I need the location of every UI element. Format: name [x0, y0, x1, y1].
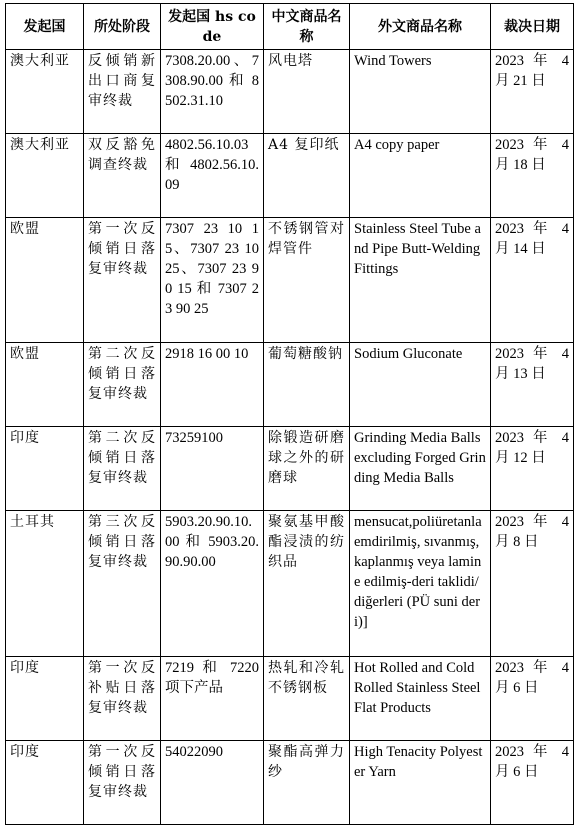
table-row — [6, 427, 574, 511]
cell-cn-name: 聚氨基甲酸酯浸渍的纺织品 — [264, 511, 350, 657]
cell-ruling-date: 2023 年 4 月 18 日 — [491, 134, 574, 218]
header-cn-name: 中文商品名称 — [264, 4, 350, 50]
table-row — [6, 741, 574, 825]
cell-stage: 反倾销新出口商复审终裁 — [84, 50, 161, 134]
cell-foreign-name: Sodium Gluconate — [350, 343, 491, 427]
cell-cn-name: A4 复印纸 — [264, 134, 350, 218]
cell-ruling-date: 2023 年 4 月 13 日 — [491, 343, 574, 427]
cell-foreign-name: mensucat,poliüretanla emdirilmiş, sıvanmış, kaplanmış veya lamine edilmiş-deri taklidi/diğerleri (PÜ suni deri)] — [350, 511, 491, 657]
cell-stage: 第一次反倾销日落复审终裁 — [84, 741, 161, 825]
cell-stage: 第二次反倾销日落复审终裁 — [84, 427, 161, 511]
table-header — [6, 4, 574, 50]
cell-foreign-name: Hot Rolled and Cold Rolled Stainless Steel Flat Products — [350, 657, 491, 741]
header-foreign-name: 外文商品名称 — [350, 4, 491, 50]
cell-stage: 第三次反倾销日落复审终裁 — [84, 511, 161, 657]
table-row — [6, 657, 574, 741]
header-row — [6, 4, 574, 50]
cell-cn-name: 葡萄糖酸钠 — [264, 343, 350, 427]
cell-cn-name: 热轧和冷轧不锈钢板 — [264, 657, 350, 741]
cell-ruling-date: 2023 年 4 月 6 日 — [491, 741, 574, 825]
cell-stage: 第二次反倾销日落复审终裁 — [84, 343, 161, 427]
cell-hs-code: 73259100 — [161, 427, 264, 511]
cell-foreign-name: High Tenacity Polyester Yarn — [350, 741, 491, 825]
trade-remedy-table-container — [5, 3, 574, 825]
cell-ruling-date: 2023 年 4 月 14 日 — [491, 218, 574, 343]
cell-ruling-date: 2023 年 4 月 21 日 — [491, 50, 574, 134]
cell-foreign-name: Wind Towers — [350, 50, 491, 134]
header-stage: 所处阶段 — [84, 4, 161, 50]
header-country: 发起国 — [6, 4, 84, 50]
cell-country: 欧盟 — [6, 343, 84, 427]
cell-country: 印度 — [6, 741, 84, 825]
cell-ruling-date: 2023 年 4 月 8 日 — [491, 511, 574, 657]
cell-hs-code: 2918 16 00 10 — [161, 343, 264, 427]
cell-hs-code: 4802.56.10.03 和 4802.56.10.09 — [161, 134, 264, 218]
cell-stage: 双反豁免调查终裁 — [84, 134, 161, 218]
cell-country: 土耳其 — [6, 511, 84, 657]
cell-hs-code: 7308.20.00、7308.90.00 和 8502.31.10 — [161, 50, 264, 134]
table-row — [6, 134, 574, 218]
cell-country: 澳大利亚 — [6, 50, 84, 134]
table-body — [6, 50, 574, 825]
cell-ruling-date: 2023 年 4 月 6 日 — [491, 657, 574, 741]
cell-country: 印度 — [6, 427, 84, 511]
cell-cn-name: 聚酯高弹力纱 — [264, 741, 350, 825]
cell-cn-name: 风电塔 — [264, 50, 350, 134]
table-row — [6, 218, 574, 343]
cell-hs-code: 7307 23 10 15、7307 23 10 25、7307 23 90 15 和 7307 23 90 25 — [161, 218, 264, 343]
cell-foreign-name: A4 copy paper — [350, 134, 491, 218]
cell-hs-code: 5903.20.90.10.00 和 5903.20.90.90.00 — [161, 511, 264, 657]
cell-country: 印度 — [6, 657, 84, 741]
cell-foreign-name: Stainless Steel Tube and Pipe Butt-WeldingFittings — [350, 218, 491, 343]
cell-stage: 第一次反补贴日落复审终裁 — [84, 657, 161, 741]
table-row — [6, 50, 574, 134]
cell-country: 澳大利亚 — [6, 134, 84, 218]
cell-stage: 第一次反倾销日落复审终裁 — [84, 218, 161, 343]
cell-cn-name: 不锈钢管对焊管件 — [264, 218, 350, 343]
table-row — [6, 343, 574, 427]
trade-remedy-table — [5, 3, 574, 825]
cell-foreign-name: Grinding Media Balls excluding Forged Grinding Media Balls — [350, 427, 491, 511]
cell-cn-name: 除锻造研磨球之外的研磨球 — [264, 427, 350, 511]
cell-ruling-date: 2023 年 4 月 12 日 — [491, 427, 574, 511]
cell-hs-code: 54022090 — [161, 741, 264, 825]
header-ruling-date: 裁决日期 — [491, 4, 574, 50]
header-hs-code: 发起国 hs code — [161, 4, 264, 50]
table-row — [6, 511, 574, 657]
cell-hs-code: 7219 和 7220 项下产品 — [161, 657, 264, 741]
cell-country: 欧盟 — [6, 218, 84, 343]
